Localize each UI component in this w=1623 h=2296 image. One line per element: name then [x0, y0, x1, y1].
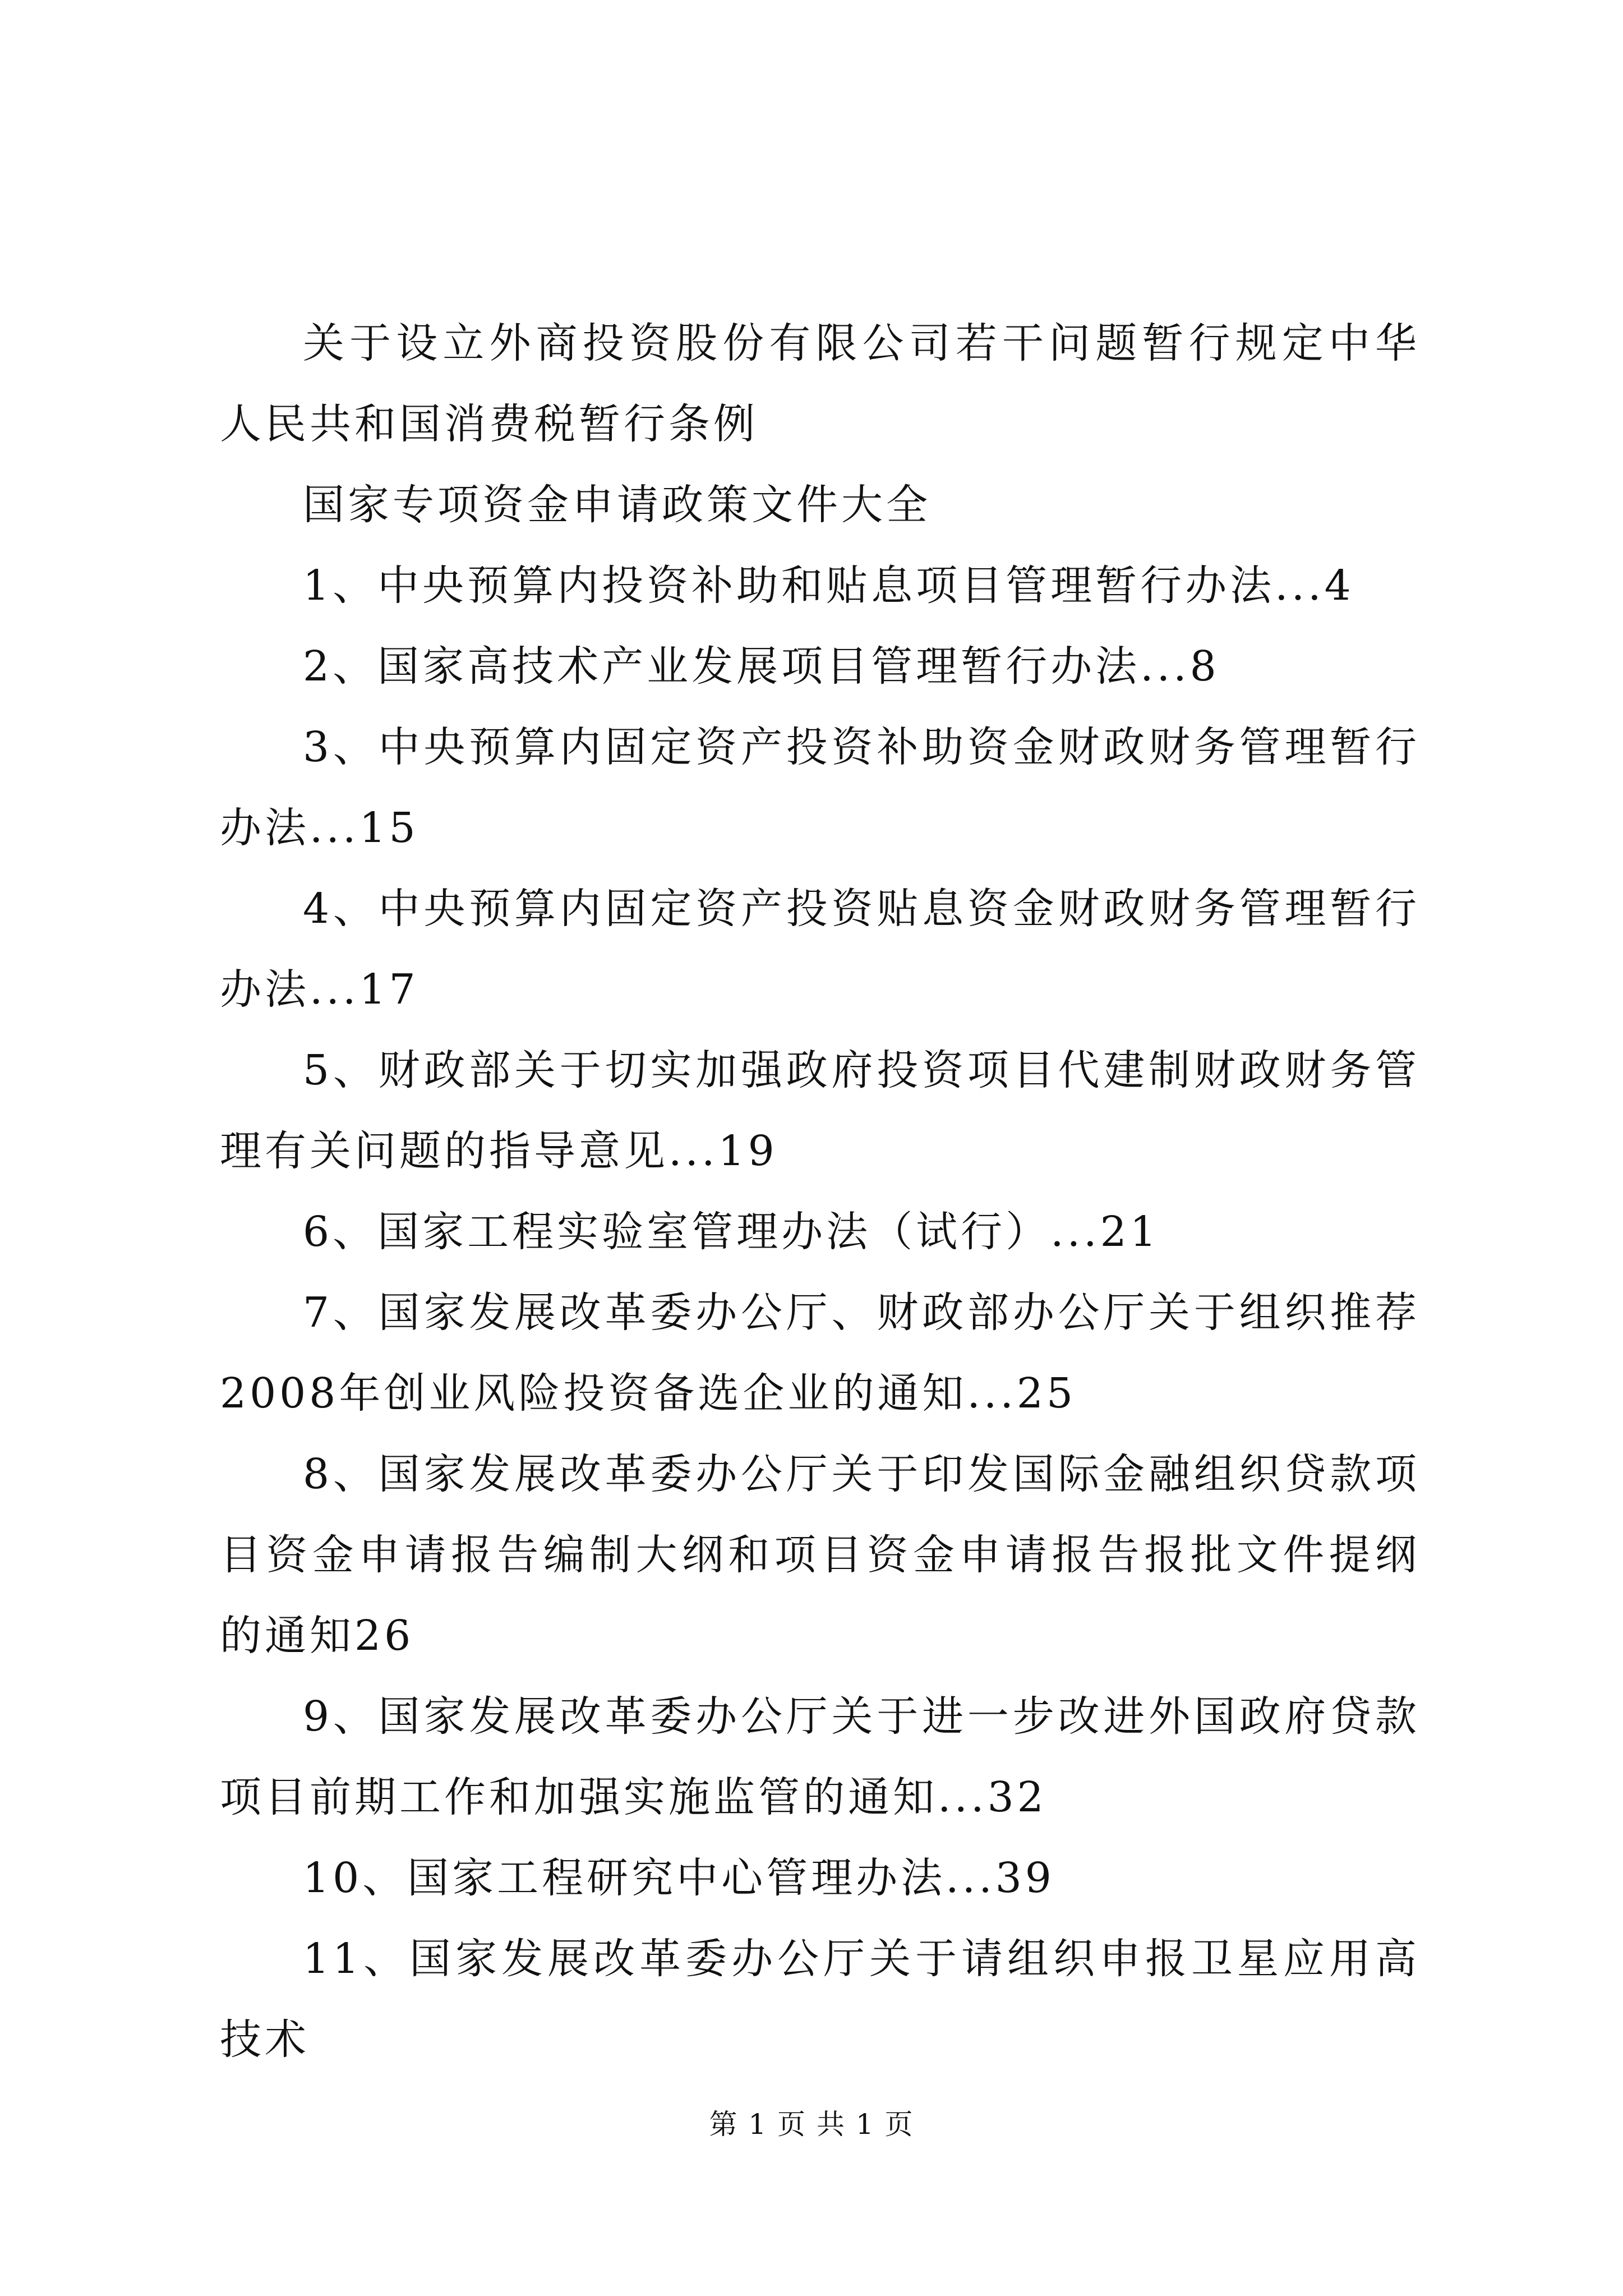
toc-item-10: 10、国家工程研究中心管理办法...39 — [303, 1854, 1055, 1902]
toc-item-1: 1、中央预算内投资补助和贴息项目管理暂行办法...4 — [303, 562, 1354, 610]
document-body — [220, 303, 1420, 2080]
toc-item-2: 2、国家高技术产业发展项目管理暂行办法...8 — [303, 642, 1220, 691]
toc-item-6: 6、国家工程实验室管理办法（试行）...21 — [303, 1208, 1160, 1256]
toc-item-9: 9、国家发展改革委办公厅关于进一步改进外国政府贷款项目前期工作和加强实施监管的通知...32 — [220, 1692, 1420, 1821]
toc-item-8: 8、国家发展改革委办公厅关于印发国际金融组织贷款项目资金申请报告编制大纲和项目资金申请报告报批文件提纲的通知26 — [220, 1450, 1420, 1660]
toc-item-5: 5、财政部关于切实加强政府投资项目代建制财政财务管理有关问题的指导意见...19 — [220, 1046, 1420, 1175]
page-footer: 第 1 页 共 1 页 — [709, 2108, 914, 2141]
toc-item-4: 4、中央预算内固定资产投资贴息资金财政财务管理暂行办法...17 — [220, 885, 1420, 1014]
toc-item-7: 7、国家发展改革委办公厅、财政部办公厅关于组织推荐2008年创业风险投资备选企业的通知...25 — [220, 1289, 1420, 1418]
paragraph-heading: 国家专项资金申请政策文件大全 — [303, 481, 931, 529]
paragraph-title: 关于设立外商投资股份有限公司若干问题暂行规定中华人民共和国消费税暂行条例 — [220, 319, 1420, 448]
toc-item-11: 11、国家发展改革委办公厅关于请组织申报卫星应用高技术 — [220, 1935, 1420, 2064]
toc-item-3: 3、中央预算内固定资产投资补助资金财政财务管理暂行办法...15 — [220, 723, 1420, 852]
